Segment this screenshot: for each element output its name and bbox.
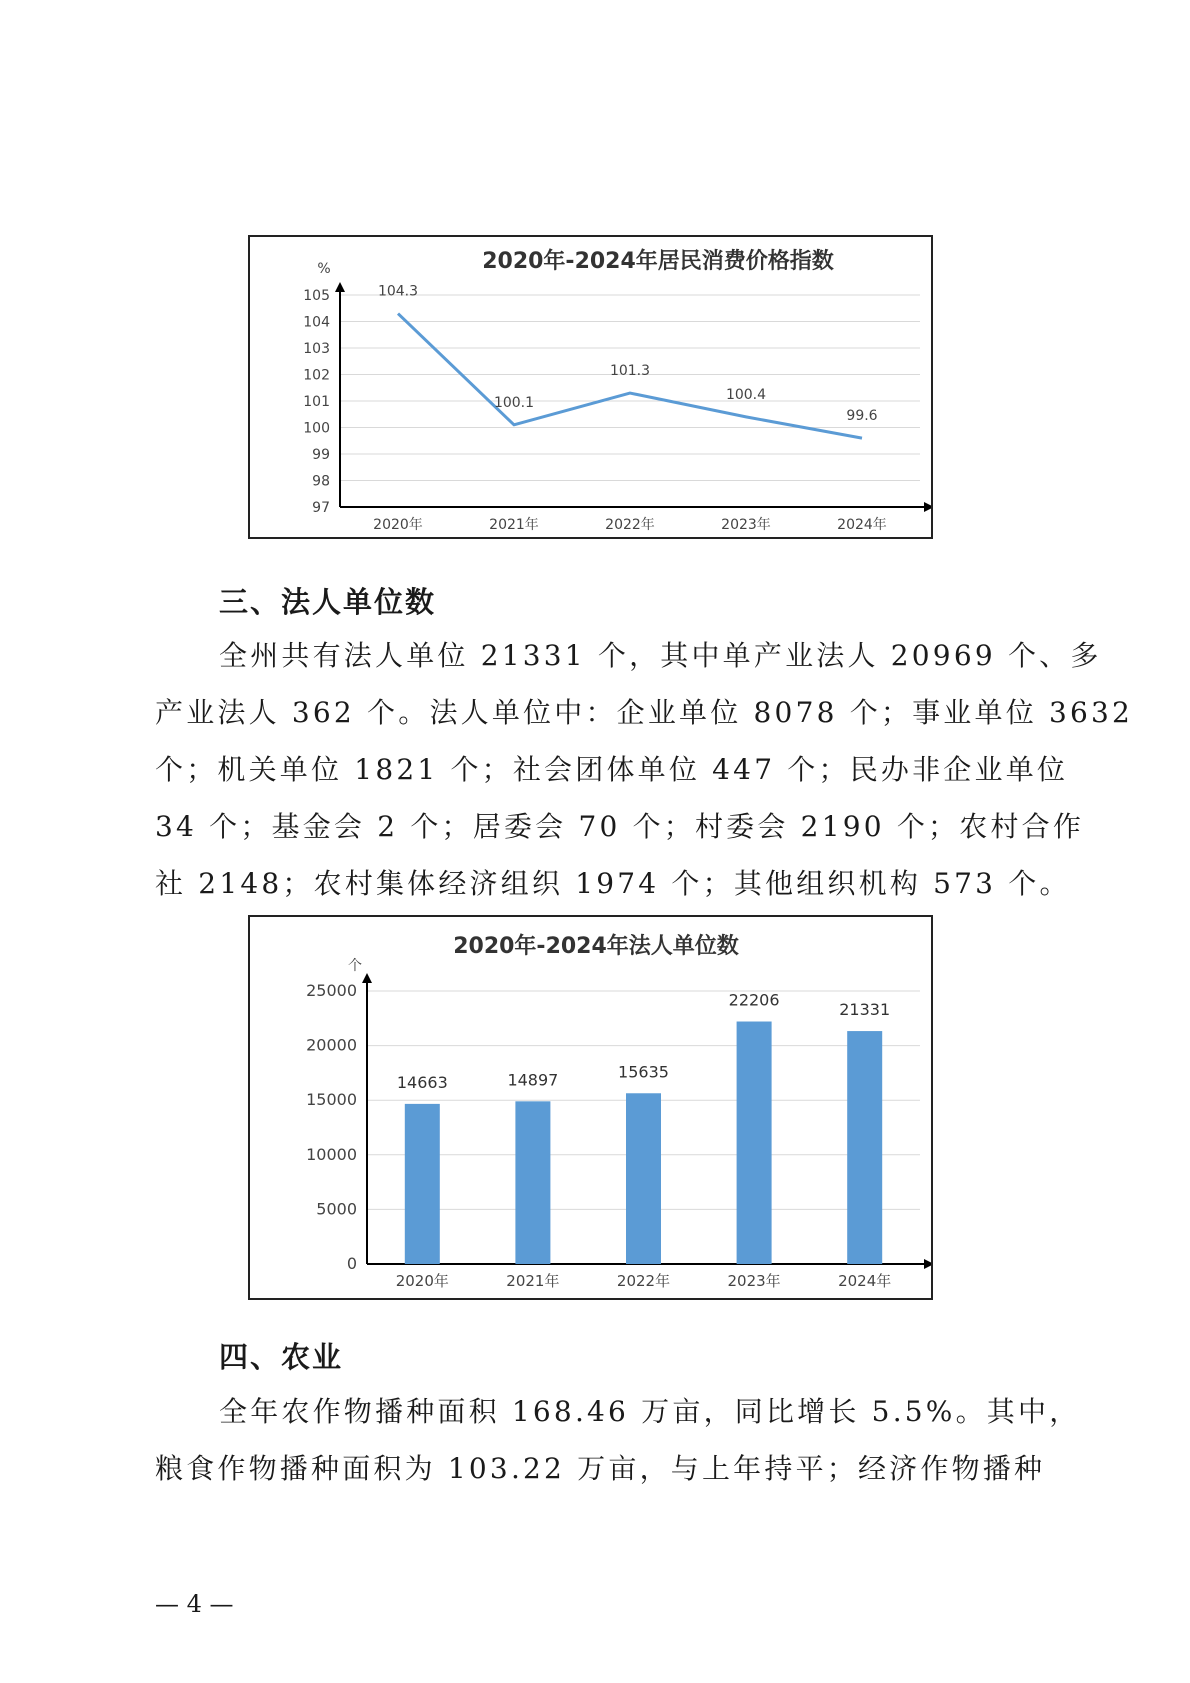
paragraph-line: 全年农作物播种面积 168.46 万亩，同比增长 5.5%。其中，	[219, 1395, 1081, 1428]
cpi-line-chart-svg	[250, 237, 931, 537]
x-tick-label: 2022年	[605, 517, 655, 533]
y-tick-label: 10000	[306, 1144, 357, 1164]
paragraph-line: 全州共有法人单位 21331 个，其中单产业法人 20969 个、多	[219, 639, 1102, 672]
legal-units-paragraph	[155, 627, 1134, 912]
section-heading-agriculture: 四、农业	[219, 1340, 344, 1374]
x-tick-label: 2023年	[727, 1272, 781, 1290]
bar	[847, 1031, 882, 1264]
cpi-line-chart	[248, 235, 933, 539]
y-axis-unit: 个	[348, 958, 362, 974]
y-tick-label: 105	[303, 288, 330, 304]
bar	[737, 1022, 772, 1264]
chart-title: 2020年-2024年法人单位数	[453, 934, 739, 959]
paragraph-line: 产业法人 362 个。法人单位中：企业单位 8078 个；事业单位 3632	[155, 696, 1134, 729]
y-axis-unit: %	[317, 261, 331, 277]
y-tick-label: 104	[303, 314, 330, 331]
y-tick-label: 102	[303, 367, 330, 384]
legal-units-bar-chart	[248, 915, 933, 1300]
x-tick-label: 2020年	[373, 517, 423, 533]
y-tick-label: 15000	[306, 1090, 357, 1110]
data-label: 100.4	[725, 386, 767, 403]
y-tick-label: 5000	[316, 1199, 357, 1219]
y-axis-arrow	[362, 973, 372, 983]
x-tick-label: 2021年	[489, 517, 539, 533]
y-tick-label: 103	[303, 341, 330, 357]
y-tick-label: 25000	[306, 981, 357, 1000]
data-label: 104.3	[377, 283, 419, 300]
data-label: 14663	[396, 1072, 448, 1092]
y-tick-label: 20000	[306, 1035, 357, 1055]
paragraph-line: 个；机关单位 1821 个；社会团体单位 447 个；民办非企业单位	[155, 753, 1069, 786]
y-tick-label: 0	[346, 1254, 357, 1273]
x-axis-arrow	[924, 1259, 931, 1269]
agriculture-paragraph	[155, 1383, 1081, 1497]
y-tick-label: 100	[303, 420, 330, 437]
x-tick-label: 2024年	[837, 517, 887, 533]
x-tick-label: 2022年	[616, 1272, 671, 1290]
paragraph-line: 社 2148；农村集体经济组织 1974 个；其他组织机构 573 个。	[155, 867, 1071, 900]
data-label: 14897	[507, 1070, 559, 1090]
x-tick-label: 2024年	[838, 1272, 892, 1290]
paragraph-line: 34 个；基金会 2 个；居委会 70 个；村委会 2190 个；农村合作	[155, 810, 1085, 843]
data-label: 101.3	[609, 363, 651, 380]
x-tick-label: 2023年	[721, 517, 771, 533]
paragraph-line: 粮食作物播种面积为 103.22 万亩，与上年持平；经济作物播种	[155, 1452, 1046, 1485]
data-label: 99.6	[846, 408, 878, 425]
chart-title: 2020年-2024年居民消费价格指数	[482, 249, 834, 274]
y-tick-label: 101	[303, 394, 330, 410]
data-label: 22206	[728, 990, 780, 1010]
y-axis-arrow	[335, 282, 345, 292]
data-label: 15635	[618, 1062, 669, 1082]
data-label: 21331	[839, 1000, 891, 1020]
y-tick-label: 99	[312, 447, 330, 463]
legal-units-bar-chart-svg	[250, 917, 931, 1298]
x-tick-label: 2021年	[506, 1272, 560, 1290]
page-number: — 4 —	[155, 1590, 234, 1618]
x-axis-arrow	[924, 502, 931, 512]
y-tick-label: 98	[312, 473, 330, 490]
section-heading-legal-units: 三、法人单位数	[219, 585, 437, 619]
x-tick-label: 2020年	[395, 1272, 449, 1290]
bar	[405, 1104, 440, 1264]
y-tick-label: 97	[312, 500, 330, 516]
bar	[626, 1093, 661, 1264]
bar	[515, 1101, 550, 1264]
data-label: 100.1	[493, 394, 535, 411]
